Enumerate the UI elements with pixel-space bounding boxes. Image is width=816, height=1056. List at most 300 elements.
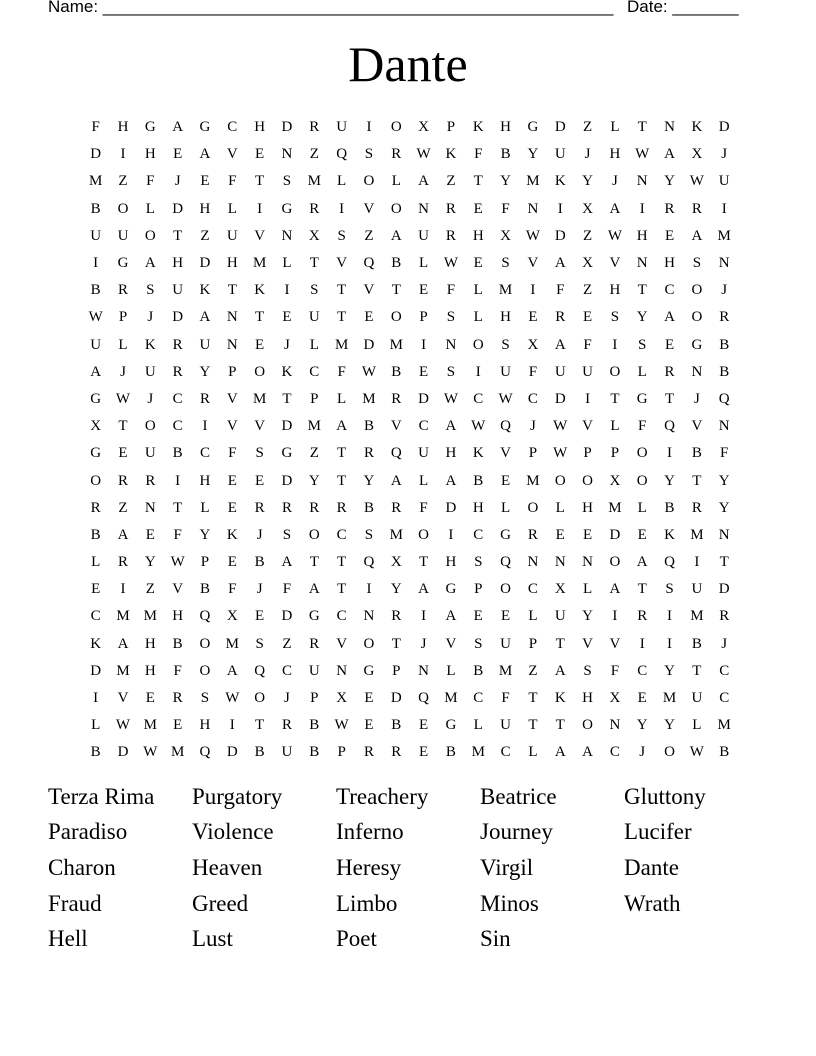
grid-letter: A bbox=[336, 418, 348, 435]
grid-letter: U bbox=[281, 744, 293, 761]
grid-row bbox=[82, 250, 738, 277]
grid-letter: E bbox=[200, 173, 210, 190]
grid-letter: Z bbox=[200, 227, 210, 244]
grid-letter: J bbox=[721, 146, 728, 163]
grid-letter: C bbox=[281, 662, 292, 679]
grid-letter: T bbox=[664, 390, 675, 407]
grid-letter: X bbox=[226, 608, 238, 625]
grid-letter: C bbox=[473, 526, 484, 543]
grid-letter: S bbox=[255, 635, 264, 652]
grid-letter: L bbox=[282, 255, 292, 272]
grid-letter: D bbox=[390, 690, 402, 707]
grid-letter: N bbox=[281, 227, 293, 244]
grid-letter: V bbox=[254, 418, 266, 435]
grid-letter: I bbox=[284, 282, 290, 299]
grid-letter: H bbox=[172, 255, 184, 272]
grid-letter: Y bbox=[199, 526, 211, 543]
grid-letter: N bbox=[664, 119, 675, 136]
grid-letter: S bbox=[583, 662, 592, 679]
grid-letter: C bbox=[199, 445, 210, 462]
grid-letter: F bbox=[91, 119, 100, 136]
grid-letter: A bbox=[554, 336, 566, 353]
name-field[interactable]: Name: ______________________________________________________ bbox=[48, 0, 614, 16]
grid-letter: A bbox=[172, 119, 184, 136]
grid-letter: K bbox=[144, 336, 156, 353]
grid-letter: C bbox=[527, 390, 538, 407]
grid-letter: D bbox=[418, 390, 430, 407]
grid-letter: Y bbox=[718, 472, 730, 489]
grid-letter: H bbox=[445, 445, 457, 462]
grid-letter: I bbox=[667, 635, 673, 652]
grid-letter: G bbox=[527, 119, 539, 136]
grid-letter: X bbox=[582, 255, 593, 272]
grid-letter: R bbox=[363, 744, 374, 761]
grid-letter: U bbox=[500, 363, 511, 380]
grid-letter: E bbox=[282, 309, 292, 326]
word-list-item: Limbo bbox=[336, 890, 398, 916]
grid-row bbox=[82, 114, 738, 141]
grid-letter: B bbox=[254, 554, 265, 571]
grid-letter: L bbox=[391, 173, 401, 190]
grid-letter: Q bbox=[336, 146, 348, 163]
word-list-row bbox=[48, 886, 768, 922]
grid-letter: T bbox=[337, 472, 347, 489]
grid-letter: B bbox=[691, 635, 702, 652]
grid-letter: C bbox=[500, 744, 511, 761]
grid-letter: C bbox=[227, 119, 238, 136]
grid-letter: Y bbox=[664, 472, 675, 489]
grid-letter: B bbox=[309, 717, 320, 734]
word-list-row bbox=[48, 815, 768, 851]
grid-letter: E bbox=[664, 336, 675, 353]
grid-letter: R bbox=[391, 390, 402, 407]
grid-letter: P bbox=[610, 445, 620, 462]
grid-letter: J bbox=[284, 690, 290, 707]
grid-letter: X bbox=[554, 581, 566, 598]
grid-letter: D bbox=[172, 200, 184, 217]
grid-letter: P bbox=[228, 363, 237, 380]
grid-letter: U bbox=[500, 717, 511, 734]
grid-letter: I bbox=[93, 255, 99, 272]
grid-letter: Q bbox=[254, 662, 266, 679]
grid-letter: S bbox=[501, 336, 510, 353]
grid-letter: O bbox=[254, 690, 266, 707]
grid-letter: S bbox=[610, 309, 620, 326]
grid-letter: E bbox=[637, 690, 647, 707]
grid-letter: R bbox=[527, 526, 538, 543]
grid-letter: V bbox=[117, 690, 129, 707]
grid-letter: I bbox=[202, 418, 208, 435]
grid-letter: R bbox=[363, 445, 374, 462]
grid-letter: O bbox=[582, 472, 593, 489]
grid-letter: E bbox=[227, 554, 237, 571]
grid-letter: W bbox=[88, 309, 103, 326]
grid-letter: T bbox=[391, 282, 401, 299]
grid-letter: E bbox=[227, 499, 237, 516]
grid-letter: B bbox=[363, 418, 374, 435]
word-list-item: Sin bbox=[480, 926, 511, 952]
grid-letter: U bbox=[144, 445, 156, 462]
grid-letter: H bbox=[199, 472, 211, 489]
grid-letter: E bbox=[473, 200, 483, 217]
grid-letter: P bbox=[118, 309, 128, 326]
grid-letter: I bbox=[421, 336, 427, 353]
grid-letter: T bbox=[309, 255, 319, 272]
grid-letter: O bbox=[144, 227, 156, 244]
grid-letter: F bbox=[610, 662, 620, 679]
grid-letter: B bbox=[473, 472, 484, 489]
grid-letter: Z bbox=[528, 662, 538, 679]
grid-letter: J bbox=[721, 282, 728, 299]
grid-letter: E bbox=[582, 309, 593, 326]
grid-letter: O bbox=[472, 336, 484, 353]
grid-letter: A bbox=[554, 662, 566, 679]
grid-letter: G bbox=[691, 336, 703, 353]
grid-letter: W bbox=[115, 390, 131, 407]
grid-letter: F bbox=[474, 146, 483, 163]
grid-letter: T bbox=[528, 690, 538, 707]
grid-letter: R bbox=[309, 499, 320, 516]
grid-letter: X bbox=[691, 146, 703, 163]
grid-row bbox=[82, 685, 738, 712]
grid-letter: K bbox=[445, 146, 457, 163]
grid-letter: M bbox=[143, 717, 157, 734]
grid-row bbox=[82, 223, 738, 250]
grid-letter: G bbox=[363, 662, 375, 679]
grid-letter: L bbox=[337, 173, 347, 190]
grid-letter: V bbox=[226, 418, 238, 435]
grid-letter: U bbox=[500, 635, 511, 652]
grid-letter: H bbox=[254, 119, 266, 136]
grid-letter: I bbox=[366, 581, 372, 598]
grid-letter: D bbox=[718, 581, 730, 598]
grid-letter: I bbox=[175, 472, 181, 489]
grid-letter: D bbox=[117, 744, 129, 761]
grid-letter: H bbox=[582, 499, 593, 516]
grid-letter: X bbox=[390, 554, 402, 571]
grid-letter: M bbox=[225, 635, 239, 652]
grid-letter: N bbox=[527, 554, 539, 571]
grid-letter: U bbox=[418, 445, 430, 462]
grid-letter: A bbox=[144, 255, 156, 272]
grid-letter: T bbox=[555, 717, 565, 734]
grid-letter: C bbox=[637, 662, 648, 679]
grid-row bbox=[82, 631, 738, 658]
grid-letter: O bbox=[390, 119, 402, 136]
grid-letter: M bbox=[389, 526, 403, 543]
grid-letter: W bbox=[689, 173, 704, 190]
grid-letter: A bbox=[609, 200, 621, 217]
grid-letter: P bbox=[446, 119, 456, 136]
grid-letter: Y bbox=[582, 173, 593, 190]
grid-letter: Q bbox=[363, 554, 375, 571]
grid-letter: Y bbox=[390, 581, 402, 598]
grid-letter: Z bbox=[118, 173, 128, 190]
grid-letter: B bbox=[90, 526, 101, 543]
grid-letter: I bbox=[475, 363, 481, 380]
word-list-item: Charon bbox=[48, 854, 116, 880]
grid-letter: L bbox=[582, 581, 593, 598]
grid-letter: D bbox=[718, 119, 730, 136]
grid-letter: A bbox=[445, 608, 457, 625]
grid-letter: B bbox=[719, 336, 730, 353]
grid-letter: U bbox=[691, 690, 703, 707]
grid-letter: R bbox=[281, 499, 292, 516]
grid-letter: B bbox=[473, 662, 484, 679]
grid-letter: W bbox=[443, 255, 459, 272]
grid-letter: A bbox=[199, 309, 211, 326]
grid-letter: B bbox=[254, 744, 265, 761]
grid-letter: X bbox=[500, 227, 511, 244]
grid-letter: L bbox=[473, 309, 483, 326]
grid-letter: R bbox=[719, 309, 730, 326]
grid-letter: F bbox=[446, 282, 456, 299]
word-list-item: Virgil bbox=[480, 854, 534, 880]
grid-letter: X bbox=[418, 119, 430, 136]
grid-letter: U bbox=[418, 227, 430, 244]
grid-letter: L bbox=[473, 282, 483, 299]
grid-letter: N bbox=[718, 526, 730, 543]
word-list-item: Lust bbox=[192, 926, 233, 952]
grid-letter: Q bbox=[418, 690, 430, 707]
grid-row bbox=[82, 413, 738, 440]
grid-letter: L bbox=[528, 608, 538, 625]
grid-letter: B bbox=[172, 635, 183, 652]
grid-letter: I bbox=[612, 608, 618, 625]
grid-letter: I bbox=[257, 200, 263, 217]
grid-letter: N bbox=[582, 554, 593, 571]
grid-letter: H bbox=[199, 717, 211, 734]
grid-letter: W bbox=[361, 363, 377, 380]
grid-letter: C bbox=[473, 390, 484, 407]
grid-letter: B bbox=[445, 744, 456, 761]
grid-letter: K bbox=[90, 635, 102, 652]
grid-letter: G bbox=[199, 119, 211, 136]
grid-letter: N bbox=[554, 554, 566, 571]
grid-letter: U bbox=[582, 363, 593, 380]
grid-letter: Q bbox=[664, 554, 675, 571]
grid-letter: S bbox=[282, 173, 292, 190]
word-list-item: Terza Rima bbox=[48, 783, 155, 809]
grid-letter: C bbox=[609, 744, 620, 761]
word-list-item: Heresy bbox=[336, 854, 402, 880]
grid-letter: M bbox=[307, 418, 321, 435]
grid-letter: T bbox=[173, 499, 183, 516]
grid-letter: L bbox=[446, 662, 456, 679]
grid-letter: J bbox=[147, 309, 154, 326]
word-list-item: Gluttony bbox=[624, 783, 706, 809]
grid-letter: D bbox=[172, 309, 184, 326]
grid-letter: A bbox=[117, 526, 129, 543]
grid-letter: U bbox=[90, 336, 102, 353]
grid-letter: N bbox=[609, 717, 621, 734]
grid-letter: O bbox=[199, 635, 211, 652]
grid-letter: D bbox=[609, 526, 621, 543]
grid-letter: B bbox=[309, 744, 320, 761]
grid-letter: N bbox=[418, 200, 430, 217]
grid-letter: J bbox=[721, 635, 728, 652]
grid-letter: D bbox=[90, 146, 102, 163]
grid-letter: X bbox=[609, 472, 621, 489]
grid-letter: R bbox=[391, 499, 402, 516]
grid-letter: A bbox=[664, 309, 675, 326]
grid-letter: T bbox=[173, 227, 183, 244]
date-field[interactable]: Date: _______ bbox=[627, 0, 739, 16]
grid-letter: M bbox=[362, 390, 376, 407]
grid-letter: I bbox=[229, 717, 235, 734]
grid-letter: V bbox=[226, 146, 238, 163]
grid-letter: M bbox=[143, 608, 157, 625]
grid-letter: N bbox=[718, 418, 730, 435]
grid-letter: B bbox=[90, 282, 101, 299]
grid-letter: S bbox=[501, 255, 510, 272]
grid-letter: L bbox=[118, 336, 128, 353]
grid-letter: R bbox=[172, 690, 183, 707]
grid-letter: W bbox=[607, 227, 622, 244]
grid-letter: O bbox=[609, 554, 621, 571]
grid-letter: E bbox=[501, 608, 511, 625]
grid-letter: L bbox=[637, 499, 647, 516]
grid-letter: A bbox=[308, 581, 320, 598]
grid-letter: U bbox=[554, 146, 566, 163]
grid-letter: F bbox=[173, 526, 182, 543]
grid-letter: E bbox=[501, 472, 511, 489]
grid-letter: A bbox=[636, 554, 648, 571]
grid-letter: O bbox=[418, 526, 430, 543]
grid-letter: R bbox=[391, 608, 402, 625]
grid-letter: F bbox=[337, 363, 346, 380]
grid-letter: G bbox=[281, 445, 293, 462]
grid-letter: I bbox=[530, 282, 536, 299]
grid-letter: W bbox=[498, 390, 513, 407]
word-list-item: Lucifer bbox=[624, 819, 692, 845]
grid-row bbox=[82, 332, 738, 359]
grid-letter: Z bbox=[582, 227, 593, 244]
grid-letter: O bbox=[363, 635, 375, 652]
grid-row bbox=[82, 196, 738, 223]
grid-letter: H bbox=[472, 227, 484, 244]
grid-letter: K bbox=[664, 526, 675, 543]
grid-letter: O bbox=[199, 662, 211, 679]
grid-letter: T bbox=[719, 554, 729, 571]
grid-letter: N bbox=[636, 255, 648, 272]
grid-letter: D bbox=[554, 119, 566, 136]
grid-letter: P bbox=[474, 581, 483, 598]
grid-letter: H bbox=[144, 662, 156, 679]
grid-letter: C bbox=[336, 608, 347, 625]
grid-letter: B bbox=[691, 445, 702, 462]
word-list-item: Dante bbox=[624, 854, 679, 880]
grid-letter: F bbox=[638, 418, 647, 435]
grid-letter: E bbox=[364, 690, 374, 707]
grid-letter: M bbox=[498, 662, 513, 679]
grid-letter: A bbox=[554, 255, 566, 272]
grid-letter: R bbox=[117, 554, 128, 571]
grid-letter: T bbox=[255, 173, 265, 190]
grid-letter: M bbox=[334, 336, 349, 353]
grid-letter: A bbox=[390, 472, 402, 489]
grid-row bbox=[82, 467, 738, 494]
grid-letter: L bbox=[309, 336, 319, 353]
grid-letter: C bbox=[418, 418, 429, 435]
grid-letter: D bbox=[445, 499, 457, 516]
grid-letter: L bbox=[419, 472, 429, 489]
grid-letter: L bbox=[473, 717, 483, 734]
word-list-item: Hell bbox=[48, 926, 88, 952]
grid-letter: A bbox=[554, 744, 566, 761]
grid-row bbox=[82, 658, 738, 685]
grid-letter: O bbox=[554, 472, 566, 489]
grid-letter: W bbox=[443, 390, 459, 407]
grid-letter: C bbox=[172, 390, 183, 407]
grid-letter: J bbox=[174, 173, 181, 190]
grid-letter: Q bbox=[664, 418, 675, 435]
grid-letter: C bbox=[172, 418, 183, 435]
grid-letter: Y bbox=[636, 717, 648, 734]
grid-letter: W bbox=[115, 717, 131, 734]
grid-letter: T bbox=[309, 554, 319, 571]
grid-letter: G bbox=[117, 255, 129, 272]
grid-letter: Y bbox=[664, 717, 675, 734]
grid-letter: E bbox=[419, 282, 429, 299]
grid-letter: E bbox=[255, 336, 265, 353]
grid-letter: R bbox=[117, 282, 128, 299]
grid-letter: V bbox=[445, 635, 457, 652]
grid-letter: S bbox=[474, 635, 483, 652]
word-list-item: Purgatory bbox=[192, 783, 283, 809]
grid-letter: Q bbox=[199, 608, 211, 625]
grid-letter: T bbox=[692, 662, 702, 679]
grid-letter: O bbox=[254, 363, 266, 380]
grid-letter: Z bbox=[309, 146, 319, 163]
grid-letter: V bbox=[336, 255, 348, 272]
grid-letter: S bbox=[665, 581, 674, 598]
grid-letter: M bbox=[526, 173, 540, 190]
grid-letter: U bbox=[718, 173, 730, 190]
grid-row bbox=[82, 739, 738, 766]
grid-letter: H bbox=[117, 119, 129, 136]
grid-letter: S bbox=[337, 227, 346, 244]
grid-letter: M bbox=[662, 690, 677, 707]
grid-letter: Z bbox=[309, 445, 319, 462]
grid-letter: L bbox=[555, 499, 565, 516]
grid-letter: O bbox=[390, 309, 402, 326]
grid-letter: S bbox=[474, 554, 483, 571]
grid-letter: X bbox=[336, 690, 348, 707]
grid-letter: L bbox=[610, 119, 620, 136]
grid-letter: M bbox=[88, 173, 103, 190]
grid-letter: R bbox=[281, 717, 292, 734]
grid-letter: D bbox=[90, 662, 102, 679]
grid-letter: F bbox=[228, 445, 237, 462]
grid-row bbox=[82, 603, 738, 630]
grid-letter: A bbox=[90, 363, 102, 380]
grid-letter: S bbox=[282, 526, 292, 543]
grid-letter: U bbox=[554, 363, 566, 380]
grid-letter: U bbox=[226, 227, 238, 244]
grid-letter: G bbox=[445, 581, 457, 598]
grid-letter: R bbox=[664, 200, 675, 217]
grid-letter: J bbox=[693, 390, 700, 407]
word-list-row bbox=[48, 921, 768, 957]
grid-letter: M bbox=[526, 472, 540, 489]
grid-letter: D bbox=[199, 255, 211, 272]
grid-letter: I bbox=[639, 200, 645, 217]
grid-letter: T bbox=[337, 581, 347, 598]
grid-letter: R bbox=[391, 146, 402, 163]
grid-letter: J bbox=[639, 744, 646, 761]
grid-letter: D bbox=[281, 472, 293, 489]
